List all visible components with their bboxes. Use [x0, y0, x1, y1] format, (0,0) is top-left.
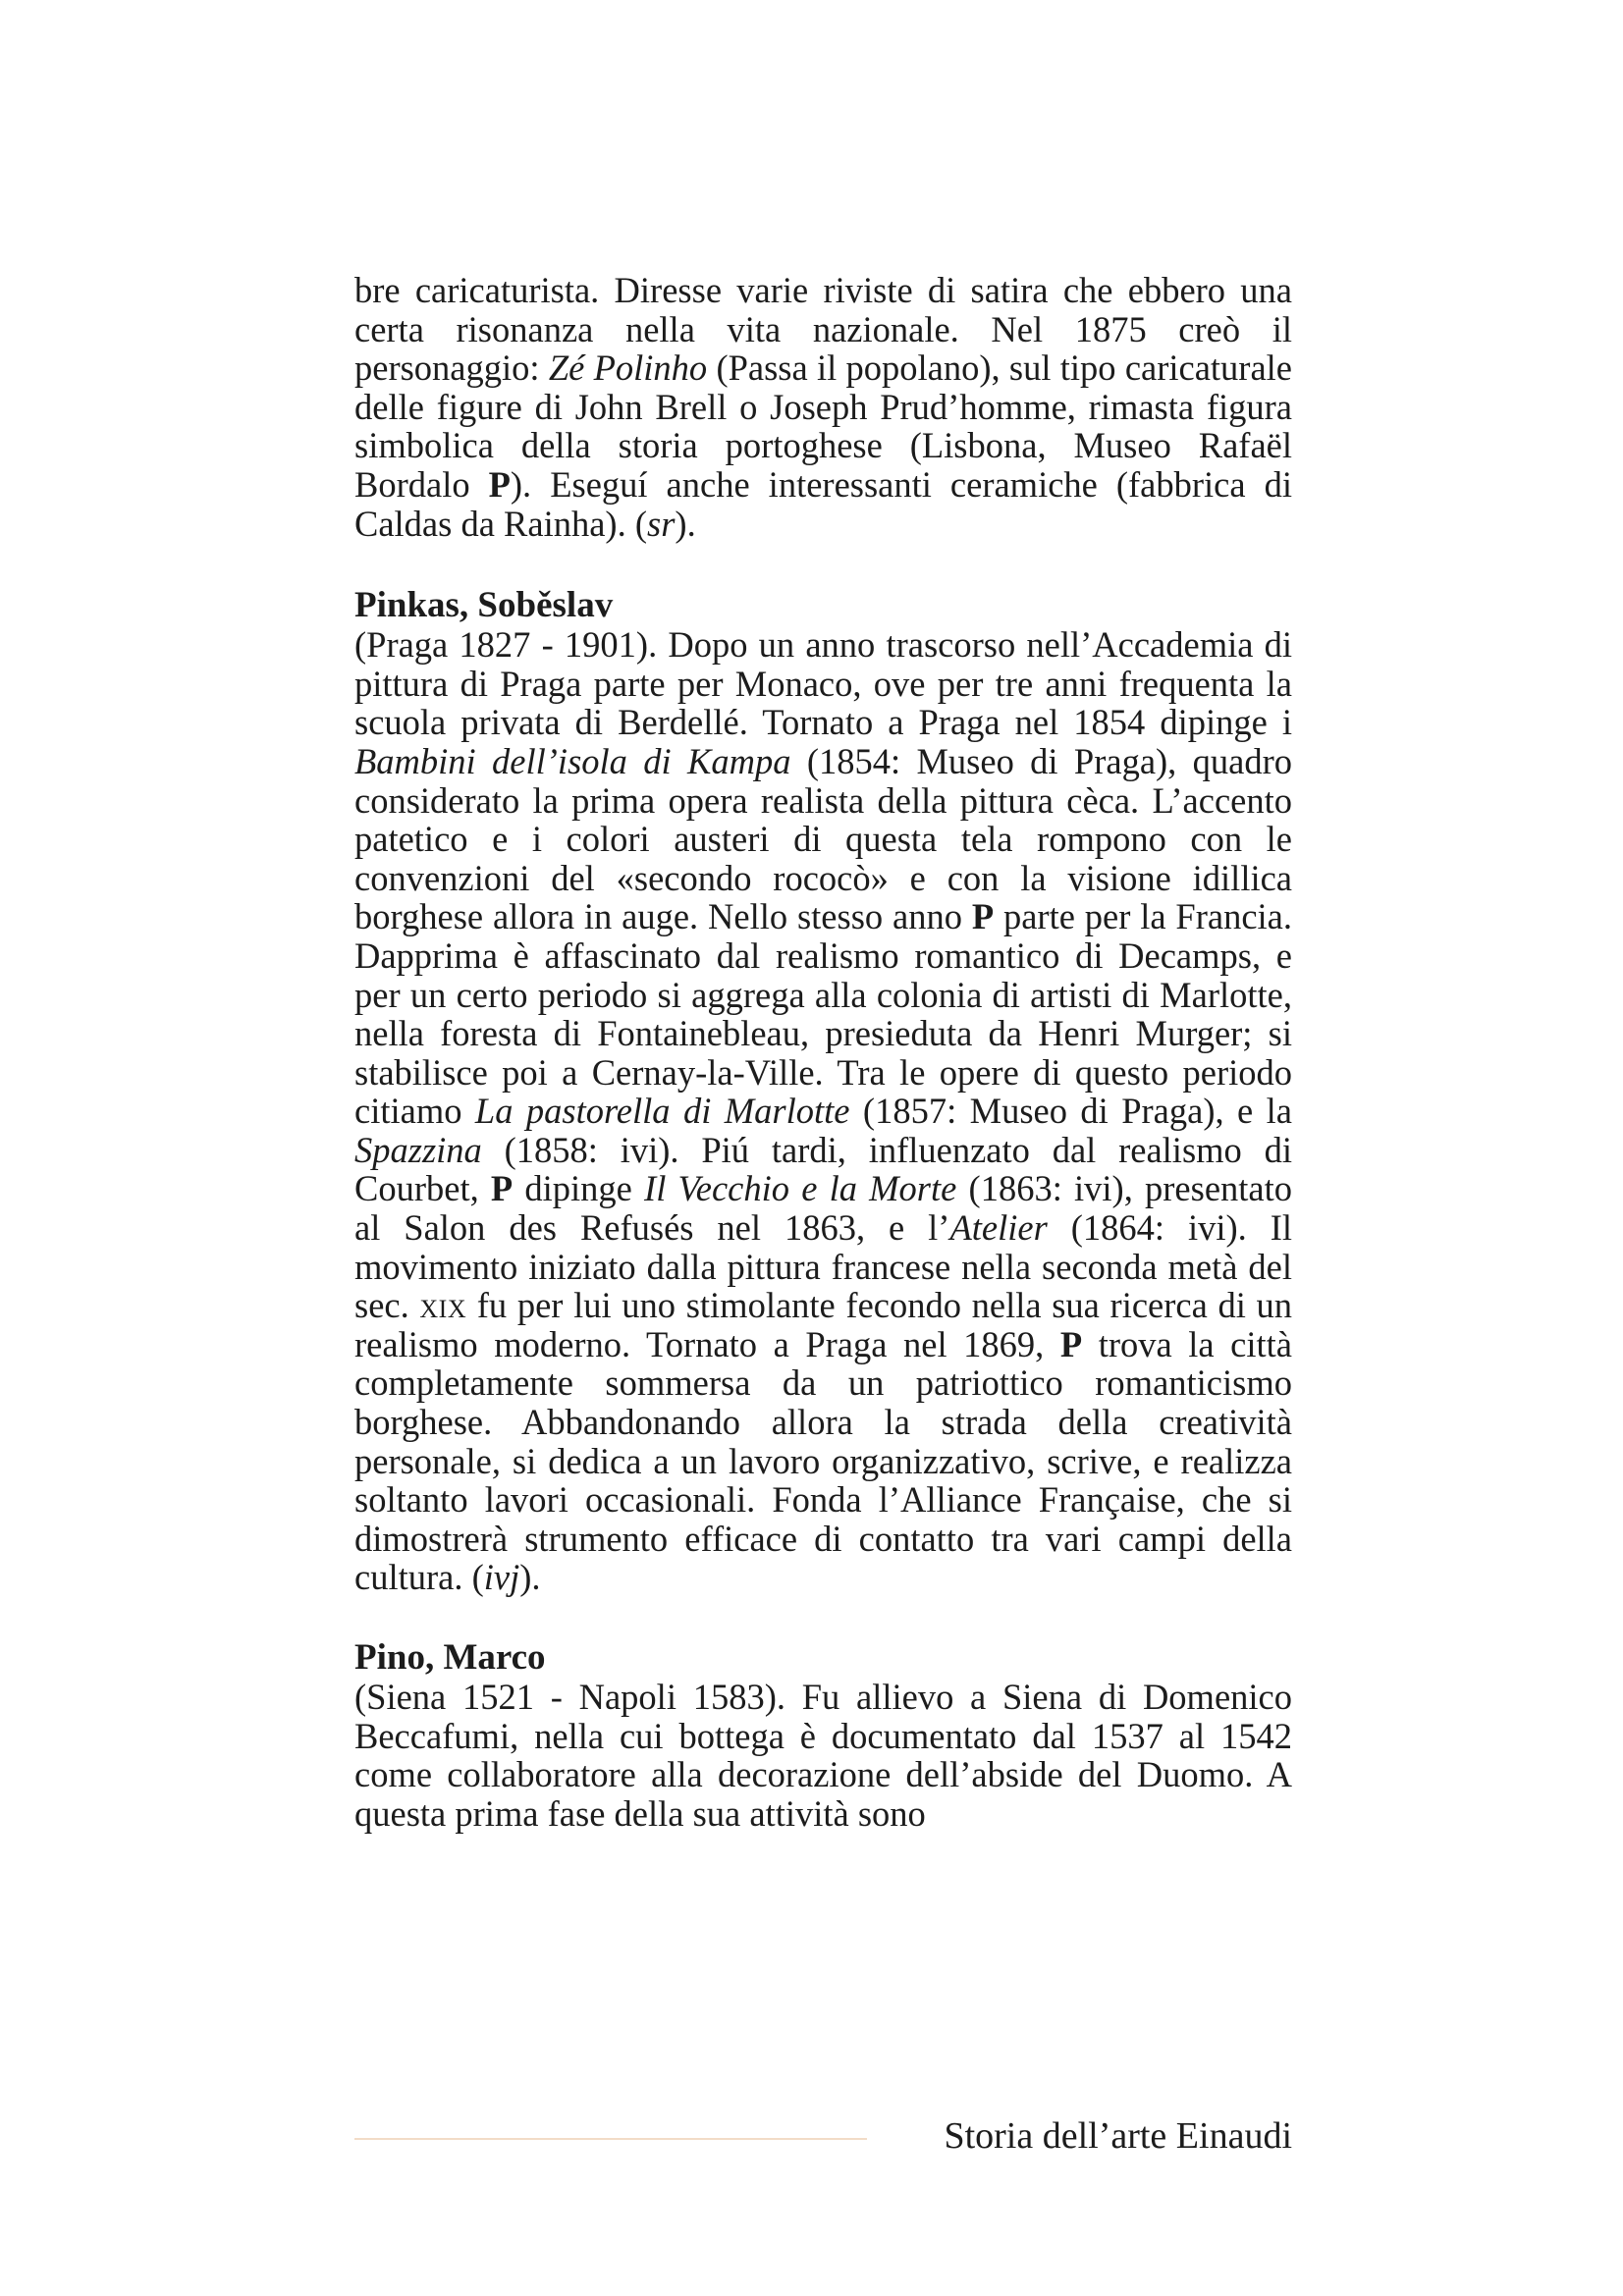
entry-text-continued: bre caricaturista. Diresse varie riviste di satira che ebbero una certa risonanza nella vita nazionale. Nel 1875 creò il personaggio: Zé Polinho (Passa il popolano), sul tipo caricaturale delle figure di John Brell o Joseph Prud’homme, rimasta figura simbolica della storia portoghese (Lisbona, Museo Rafaël Bordalo P). Eseguí anche interessanti ceramiche (fabbrica di Caldas da Rainha). (sr). [354, 270, 1293, 544]
footer-rule [354, 2138, 867, 2140]
entry-title-pinkas: Pinkas, Soběslav [354, 585, 614, 626]
entry-text-pino: (Siena 1521 - Napoli 1583). Fu allievo a Siena di Domenico Beccafumi, nella cui bottega è documentato dal 1537 al 1542 come collaboratore alla decorazione dell’abside del Duomo. A questa prima fase della sua attività sono [354, 1677, 1292, 1834]
page-content [354, 271, 1292, 1833]
entry-text-pinkas: (Praga 1827 - 1901). Dopo un anno trascorso nell’Accademia di pittura di Praga parte per Monaco, ove per tre anni frequenta la scuola privata di Berdellé. Tornato a Praga nel 1854 dipinge i Bambini dell’isola di Kampa (1854: Museo di Praga), quadro considerato la prima opera realista della pittura cèca. L’accento patetico e i colori austeri di questa tela rompono con le convenzioni del «secondo rococò» e con la visione idillica borghese allora in auge. Nello stesso anno P parte per la Francia. Dapprima è affascinato dal realismo romantico di Decamps, e per un certo periodo si aggrega alla colonia di artisti di Marlotte, nella foresta di Fontainebleau, presieduta da Henri Murger; si stabilisce poi a Cernay-la-Ville. Tra le opere di questo periodo citiamo La pastorella di Marlotte (1857: Museo di Praga), e la Spazzina (1858: ivi). Piú tardi, influenzato dal realismo di Courbet, P dipinge Il Vecchio e la Morte (1863: ivi), presentato al Salon des Refusés nel 1863, e l’Atelier (1864: ivi). Il movimento iniziato dalla pittura francese nella seconda metà del sec. xix fu per lui uno stimolante fecondo nella sua ricerca di un realismo moderno. Tornato a Praga nel 1869, P trova la città completamente sommersa da un patriottico romanticismo borghese. Abbandonando allora la strada della creatività personale, si dedica a un lavoro organizzativo, scrive, e realizza soltanto lavori occasionali. Fonda l’Alliance Française, che si dimostrerà strumento efficace di contatto tra vari campi della cultura. (ivj). [354, 624, 1293, 1598]
page-footer [354, 2112, 1292, 2162]
footer-title: Storia dell’arte Einaudi [944, 2115, 1292, 2157]
entry-title-pino: Pino, Marco [354, 1637, 546, 1678]
